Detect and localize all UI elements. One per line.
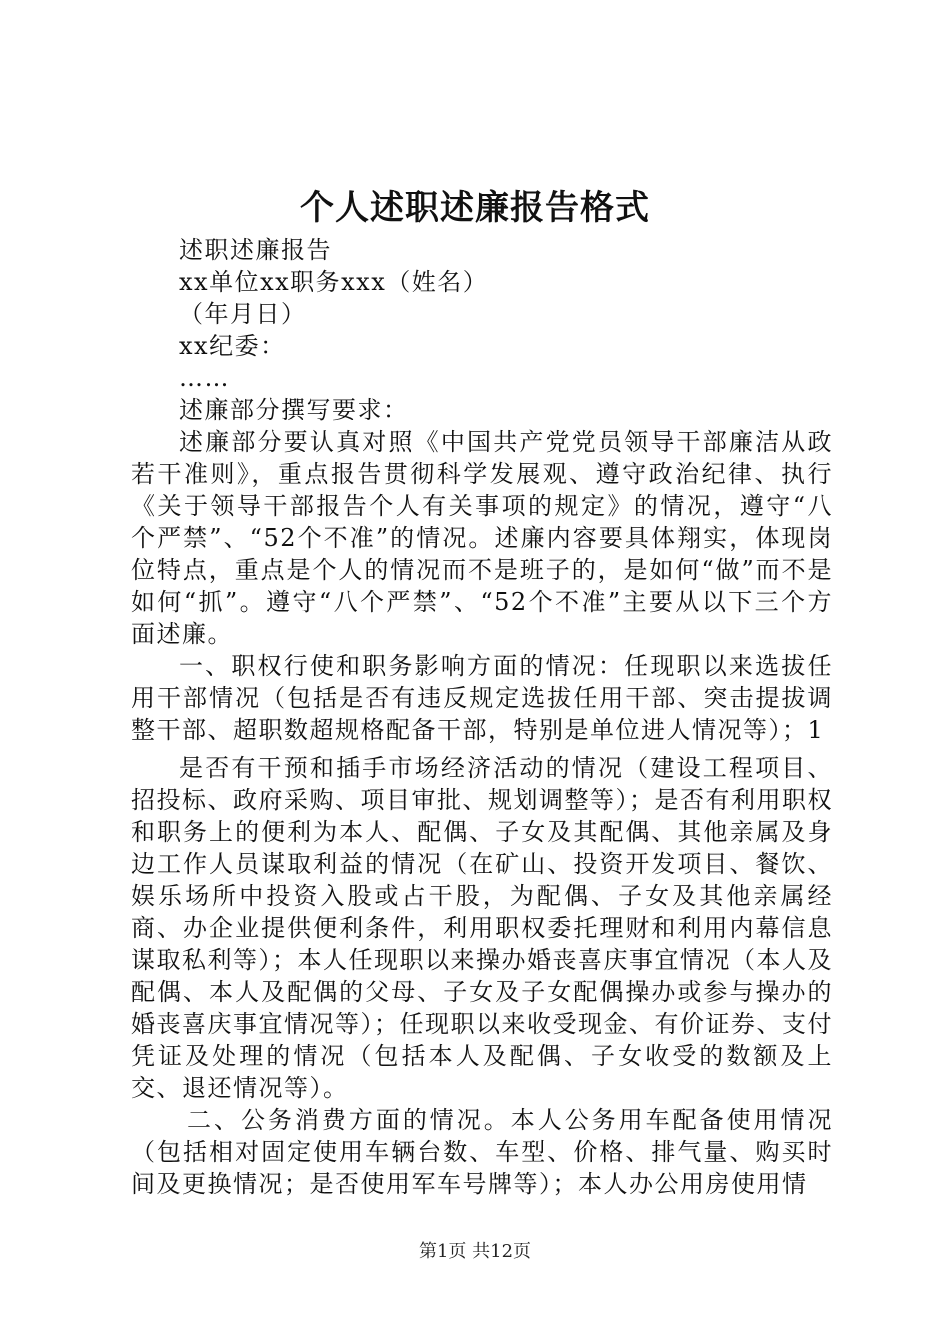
ellipsis-line: …… xyxy=(179,364,230,392)
report-heading-line: 述职述廉报告 xyxy=(179,236,332,264)
page-number-footer: 第1页 共12页 xyxy=(418,1241,532,1262)
paragraph-section-one-continued: 是否有干预和插手市场经济活动的情况（建设工程项目、招投标、政府采购、项目审批、规划调整等）；是否有利用职权和职务上的便利为本人、配偶、子女及其配偶、其他亲属及身边工作人员谋取利益的情况（在矿山、投资开发项目、餐饮、娱乐场所中投资入股或占干股，为配偶、子女及其他亲属经商、办企业提供便利条件，利用职权委托理财和利用内幕信息谋取私利等）；本人任现职以来操办婚丧喜庆事宜情况（本人及配偶、本人及配偶的父母、子女及子女配偶操办或参与操办的婚丧喜庆事宜情况等）；任现职以来收受现金、有价证券、支付凭证及处理的情况（包括本人及配偶、子女收受的数额及上交、退还情况等）。 xyxy=(131,754,833,1102)
unit-position-line: xx单位xx职务xxx（姓名） xyxy=(179,268,489,296)
paragraph-intro: 述廉部分要认真对照《中国共产党党员领导干部廉洁从政若干准则》，重点报告贯彻科学发展观、遵守政治纪律、执行《关于领导干部报告个人有关事项的规定》的情况，遵守“八个严禁”、“52个不准”的情况。述廉内容要具体翔实，体现岗位特点，重点是个人的情况而不是班子的，是如何“做”而不是如何“抓”。遵守“八个严禁”、“52个不准”主要从以下三个方面述廉。 xyxy=(131,428,833,648)
date-line: （年月日） xyxy=(179,300,307,328)
document-body-continued xyxy=(131,752,833,1200)
addressee-line: xx纪委： xyxy=(179,332,286,360)
paragraph-section-two: 二、公务消费方面的情况。本人公务用车配备使用情况（包括相对固定使用车辆台数、车型、价格、排气量、购买时间及更换情况；是否使用军车号牌等）；本人办公用房使用情 xyxy=(131,1106,833,1198)
document-body-top xyxy=(131,234,833,746)
paragraph-section-one: 一、职权行使和职务影响方面的情况：任现职以来选拔任用干部情况（包括是否有违反规定选拔任用干部、突击提拔调整干部、超职数超规格配备干部，特别是单位进人情况等）；1 xyxy=(131,652,833,744)
requirements-heading: 述廉部分撰写要求： xyxy=(179,396,409,424)
document-title: 个人述职述廉报告格式 xyxy=(300,188,650,228)
